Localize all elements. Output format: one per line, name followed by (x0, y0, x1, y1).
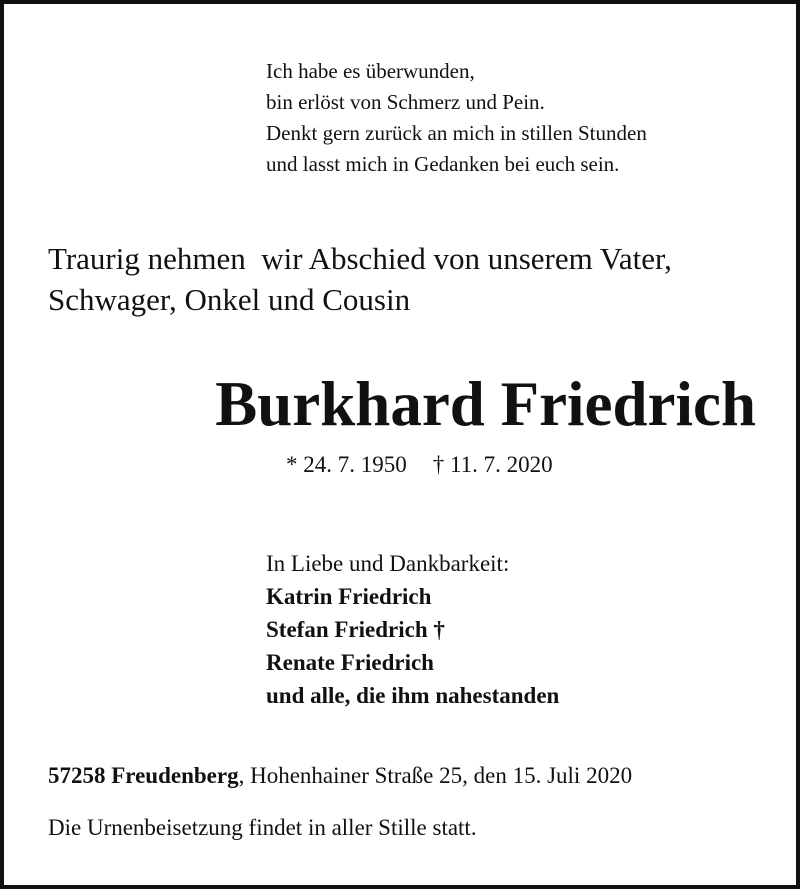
burial-note: Die Urnenbeisetzung findet in aller Stille statt. (48, 815, 477, 840)
life-dates (286, 450, 553, 480)
poem-line: Ich habe es überwunden, (266, 59, 475, 83)
intro-line: Traurig nehmen wir Abschied von unserem Vater, (48, 241, 672, 276)
mourner-name: Stefan Friedrich † (266, 617, 445, 642)
poem-line: und lasst mich in Gedanken bei euch sein. (266, 152, 620, 176)
mourner-name: Katrin Friedrich (266, 584, 432, 609)
mourner-name: Renate Friedrich (266, 650, 434, 675)
mourner-name: und alle, die ihm nahestanden (266, 683, 560, 708)
intro-text (48, 238, 672, 320)
poem-line: Denkt gern zurück an mich in stillen Stunden (266, 121, 647, 145)
poem-line: bin erlöst von Schmerz und Pein. (266, 90, 545, 114)
intro-line: Schwager, Onkel und Cousin (48, 282, 411, 317)
address-details: , Hohenhainer Straße 25, den 15. Juli 2020 (238, 763, 633, 788)
birth-date: * 24. 7. 1950 (286, 452, 407, 477)
deceased-name: Burkhard Friedrich (215, 369, 756, 439)
mourners-label: In Liebe und Dankbarkeit: (266, 551, 510, 576)
mourners-block (266, 547, 559, 712)
poem (266, 56, 647, 180)
death-date: † 11. 7. 2020 (432, 452, 553, 477)
address-line (48, 760, 632, 792)
address-city: 57258 Freudenberg (48, 763, 239, 788)
